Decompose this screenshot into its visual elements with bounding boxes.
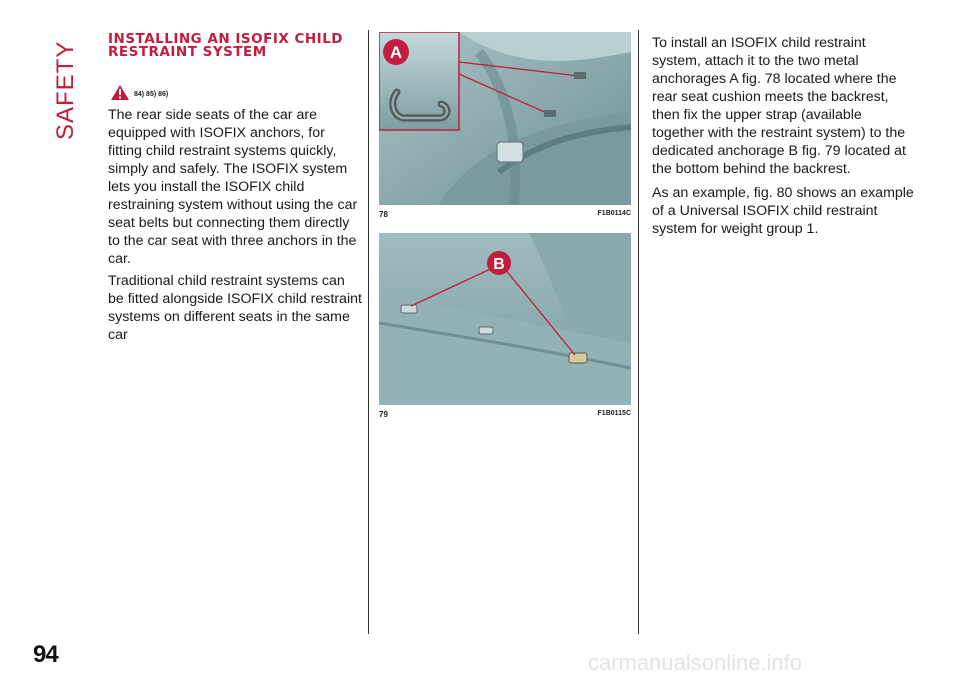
column-divider-right [638, 30, 639, 634]
warning-notice [110, 84, 168, 101]
figure-78-image [379, 32, 631, 205]
paragraph-isofix-intro: The rear side seats of the car are equipped with ISOFIX anchors, for fitting child restraint systems quickly, simply and safely. The ISOFIX system lets you install the ISOFIX child restraining system without using the car seat belts but connecting them directly to the car seat with three anchors in the car. [108, 107, 358, 267]
paragraph-traditional-systems: Traditional child restraint systems can be fitted alongside ISOFIX child restraint systems on different seats in the same car [108, 273, 362, 343]
section-heading: INSTALLING AN ISOFIX CHILD RESTRAINT SYSTEM [108, 31, 344, 60]
marker-b-label: B [493, 256, 505, 273]
figure-78-code: F1B0114C [597, 210, 631, 217]
section-tab-label: SAFETY [52, 40, 79, 140]
paragraph-example: As an example, fig. 80 shows an example of a Universal ISOFIX child restraint system for weight group 1. [652, 185, 914, 237]
watermark: carmanualsonline.info [588, 650, 803, 675]
marker-a-label: A [389, 43, 403, 62]
section-tab [52, 30, 82, 140]
figure-79-number: 79 [379, 410, 388, 419]
warning-triangle-icon [110, 84, 130, 101]
warning-references: 84) 85) 86) [134, 91, 169, 98]
column-divider-left [368, 30, 369, 634]
figure-79-code: F1B0115C [597, 410, 631, 417]
page-number: 94 [33, 641, 58, 668]
figure-78-number: 78 [379, 210, 388, 219]
paragraph-installation-steps: To install an ISOFIX child restraint system, attach it to the two metal anchorages A fig. 78 located where the rear seat cushion meets the backrest, then fix the upper strap (available together with the restraint system) to the dedicated anchorage B fig. 79 located at the bottom behind the backrest. [652, 35, 906, 177]
figure-79-image [379, 233, 631, 405]
